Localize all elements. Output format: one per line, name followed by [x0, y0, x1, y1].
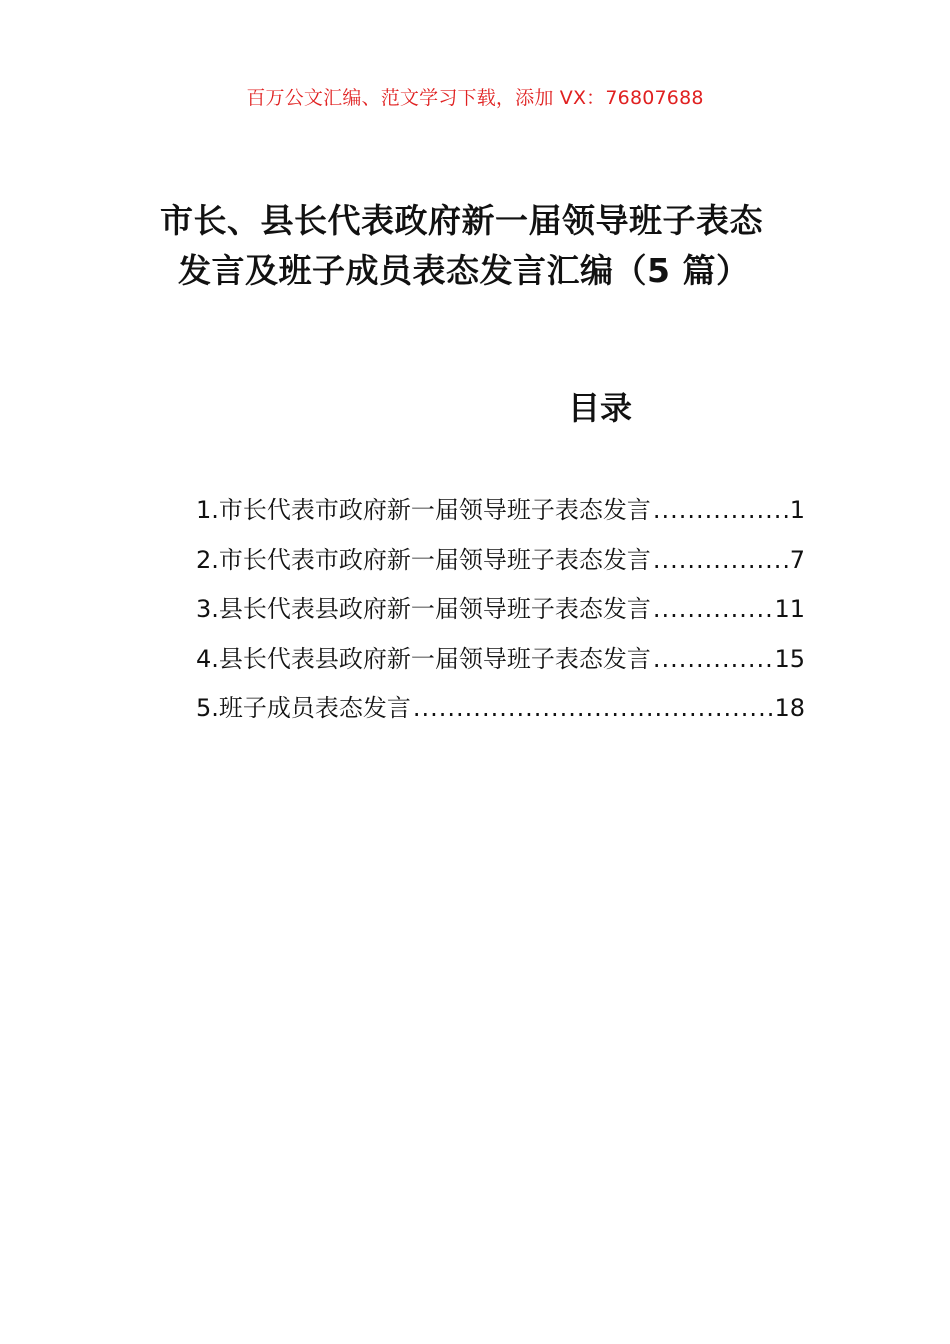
- toc-entry-page-number: 1: [789, 496, 805, 524]
- toc-leader-dots: [653, 587, 773, 631]
- toc-entry-title: 1.市长代表市政府新一届领导班子表态发言: [196, 496, 651, 524]
- toc-entry-1[interactable]: [196, 488, 805, 538]
- toc-entry-page-number: 18: [774, 694, 805, 722]
- toc-entry-4[interactable]: [196, 637, 805, 687]
- toc-entry-2[interactable]: [196, 538, 805, 588]
- toc-entry-5[interactable]: [196, 686, 805, 736]
- toc-leader-dots: [653, 637, 773, 681]
- toc-entry-page-number: 15: [774, 644, 805, 673]
- document-title-line-2: 发言及班子成员表态发言汇编（5 篇）: [178, 251, 750, 290]
- header-watermark-note: 百万公文汇编、范文学习下载，添加 VX：76807688: [246, 87, 704, 109]
- toc-entry-title: 2.市长代表市政府新一届领导班子表态发言: [196, 545, 651, 574]
- toc-leader-dots: [653, 538, 788, 582]
- document-title: [150, 196, 810, 296]
- table-of-contents: [196, 488, 805, 736]
- toc-entry-page-number: 7: [789, 545, 805, 574]
- toc-entry-title: 4.县长代表县政府新一届领导班子表态发言: [196, 644, 651, 673]
- toc-entry-3[interactable]: [196, 587, 805, 637]
- document-title-line-1: 市长、县长代表政府新一届领导班子表态: [160, 201, 763, 240]
- toc-heading: 目录: [567, 389, 632, 427]
- toc-entry-title: 3.县长代表县政府新一届领导班子表态发言: [196, 595, 651, 623]
- toc-leader-dots: [653, 488, 788, 532]
- toc-entry-page-number: 11: [774, 595, 805, 623]
- toc-leader-dots: [413, 686, 773, 730]
- toc-entry-title: 5.班子成员表态发言: [196, 694, 411, 722]
